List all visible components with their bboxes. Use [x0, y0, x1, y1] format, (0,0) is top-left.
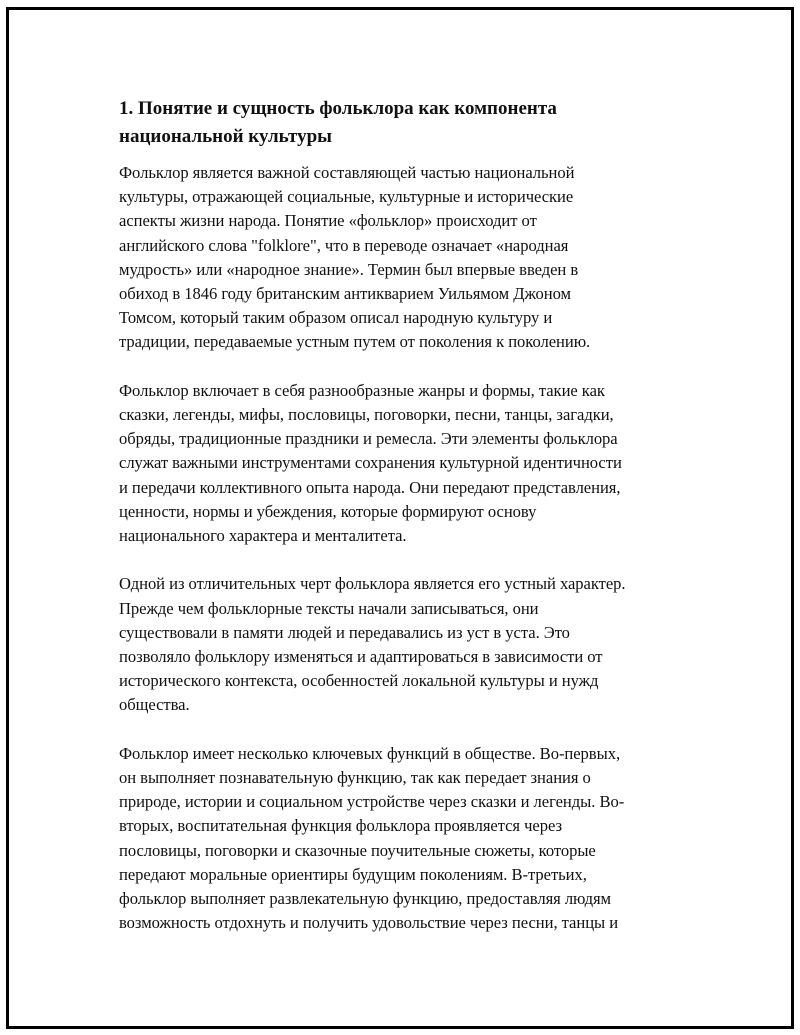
text-line: сказки, легенды, мифы, пословицы, поговорки, песни, танцы, загадки, [119, 405, 614, 425]
heading-line: национальной культуры [119, 126, 332, 147]
text-line: Прежде чем фольклорные тексты начали записываться, они [119, 598, 539, 618]
paragraph-2 [119, 379, 694, 548]
text-line: аспекты жизни народа. Понятие «фольклор» происходит от [119, 211, 537, 231]
text-line: позволяло фольклору изменяться и адаптироваться в зависимости от [119, 647, 603, 667]
text-line: ценности, нормы и убеждения, которые формируют основу [119, 501, 537, 521]
paragraph-1 [119, 161, 694, 355]
text-line: возможность отдохнуть и получить удовольствие через песни, танцы и [119, 913, 619, 933]
text-line: передают моральные ориентиры будущим поколениям. В-третьих, [119, 864, 587, 884]
paragraph-4 [119, 742, 694, 936]
text-line: обиход в 1846 году британским антикварием Уильямом Джоном [119, 284, 571, 304]
text-line: обряды, традиционные праздники и ремесла. Эти элементы фольклора [119, 429, 618, 449]
text-line: он выполняет познавательную функцию, так как передает знания о [119, 768, 591, 788]
text-line: служат важными инструментами сохранения культурной идентичности [119, 453, 622, 473]
text-line: культуры, отражающей социальные, культурные и исторические [119, 187, 574, 207]
text-line: пословицы, поговорки и сказочные поучительные сюжеты, которые [119, 840, 596, 860]
heading-line: 1. Понятие и сущность фольклора как компонента [119, 98, 557, 119]
paragraph-3 [119, 572, 694, 717]
text-line: природе, истории и социальном устройстве через сказки и легенды. Во- [119, 792, 625, 812]
text-line: Фольклор является важной составляющей частью национальной [119, 163, 575, 182]
text-line: традиции, передаваемые устным путем от поколения к поколению. [119, 332, 591, 352]
text-line: Фольклор имеет несколько ключевых функций в обществе. Во-первых, [119, 743, 621, 763]
text-line: национального характера и менталитета. [119, 526, 407, 546]
document-body [119, 95, 694, 960]
section-heading [119, 95, 694, 151]
text-line: вторых, воспитательная функция фольклора проявляется через [119, 816, 562, 836]
text-line: английского слова "folklore", что в переводе означает «народная [119, 235, 569, 255]
text-line: и передачи коллективного опыта народа. Они передают представления, [119, 477, 621, 497]
text-line: Фольклор включает в себя разнообразные жанры и формы, такие как [119, 380, 605, 400]
text-line: мудрость» или «народное знание». Термин был впервые введен в [119, 259, 579, 279]
text-line: существовали в памяти людей и передавались из уст в уста. Это [119, 622, 570, 642]
text-line: фольклор выполняет развлекательную функцию, предоставляя людям [119, 889, 611, 909]
text-line: общества. [119, 695, 190, 715]
text-line: Томсом, который таким образом описал народную культуру и [119, 308, 553, 328]
text-line: исторического контекста, особенностей локальной культуры и нужд [119, 671, 599, 691]
text-line: Одной из отличительных черт фольклора является его устный характер. [119, 574, 626, 594]
